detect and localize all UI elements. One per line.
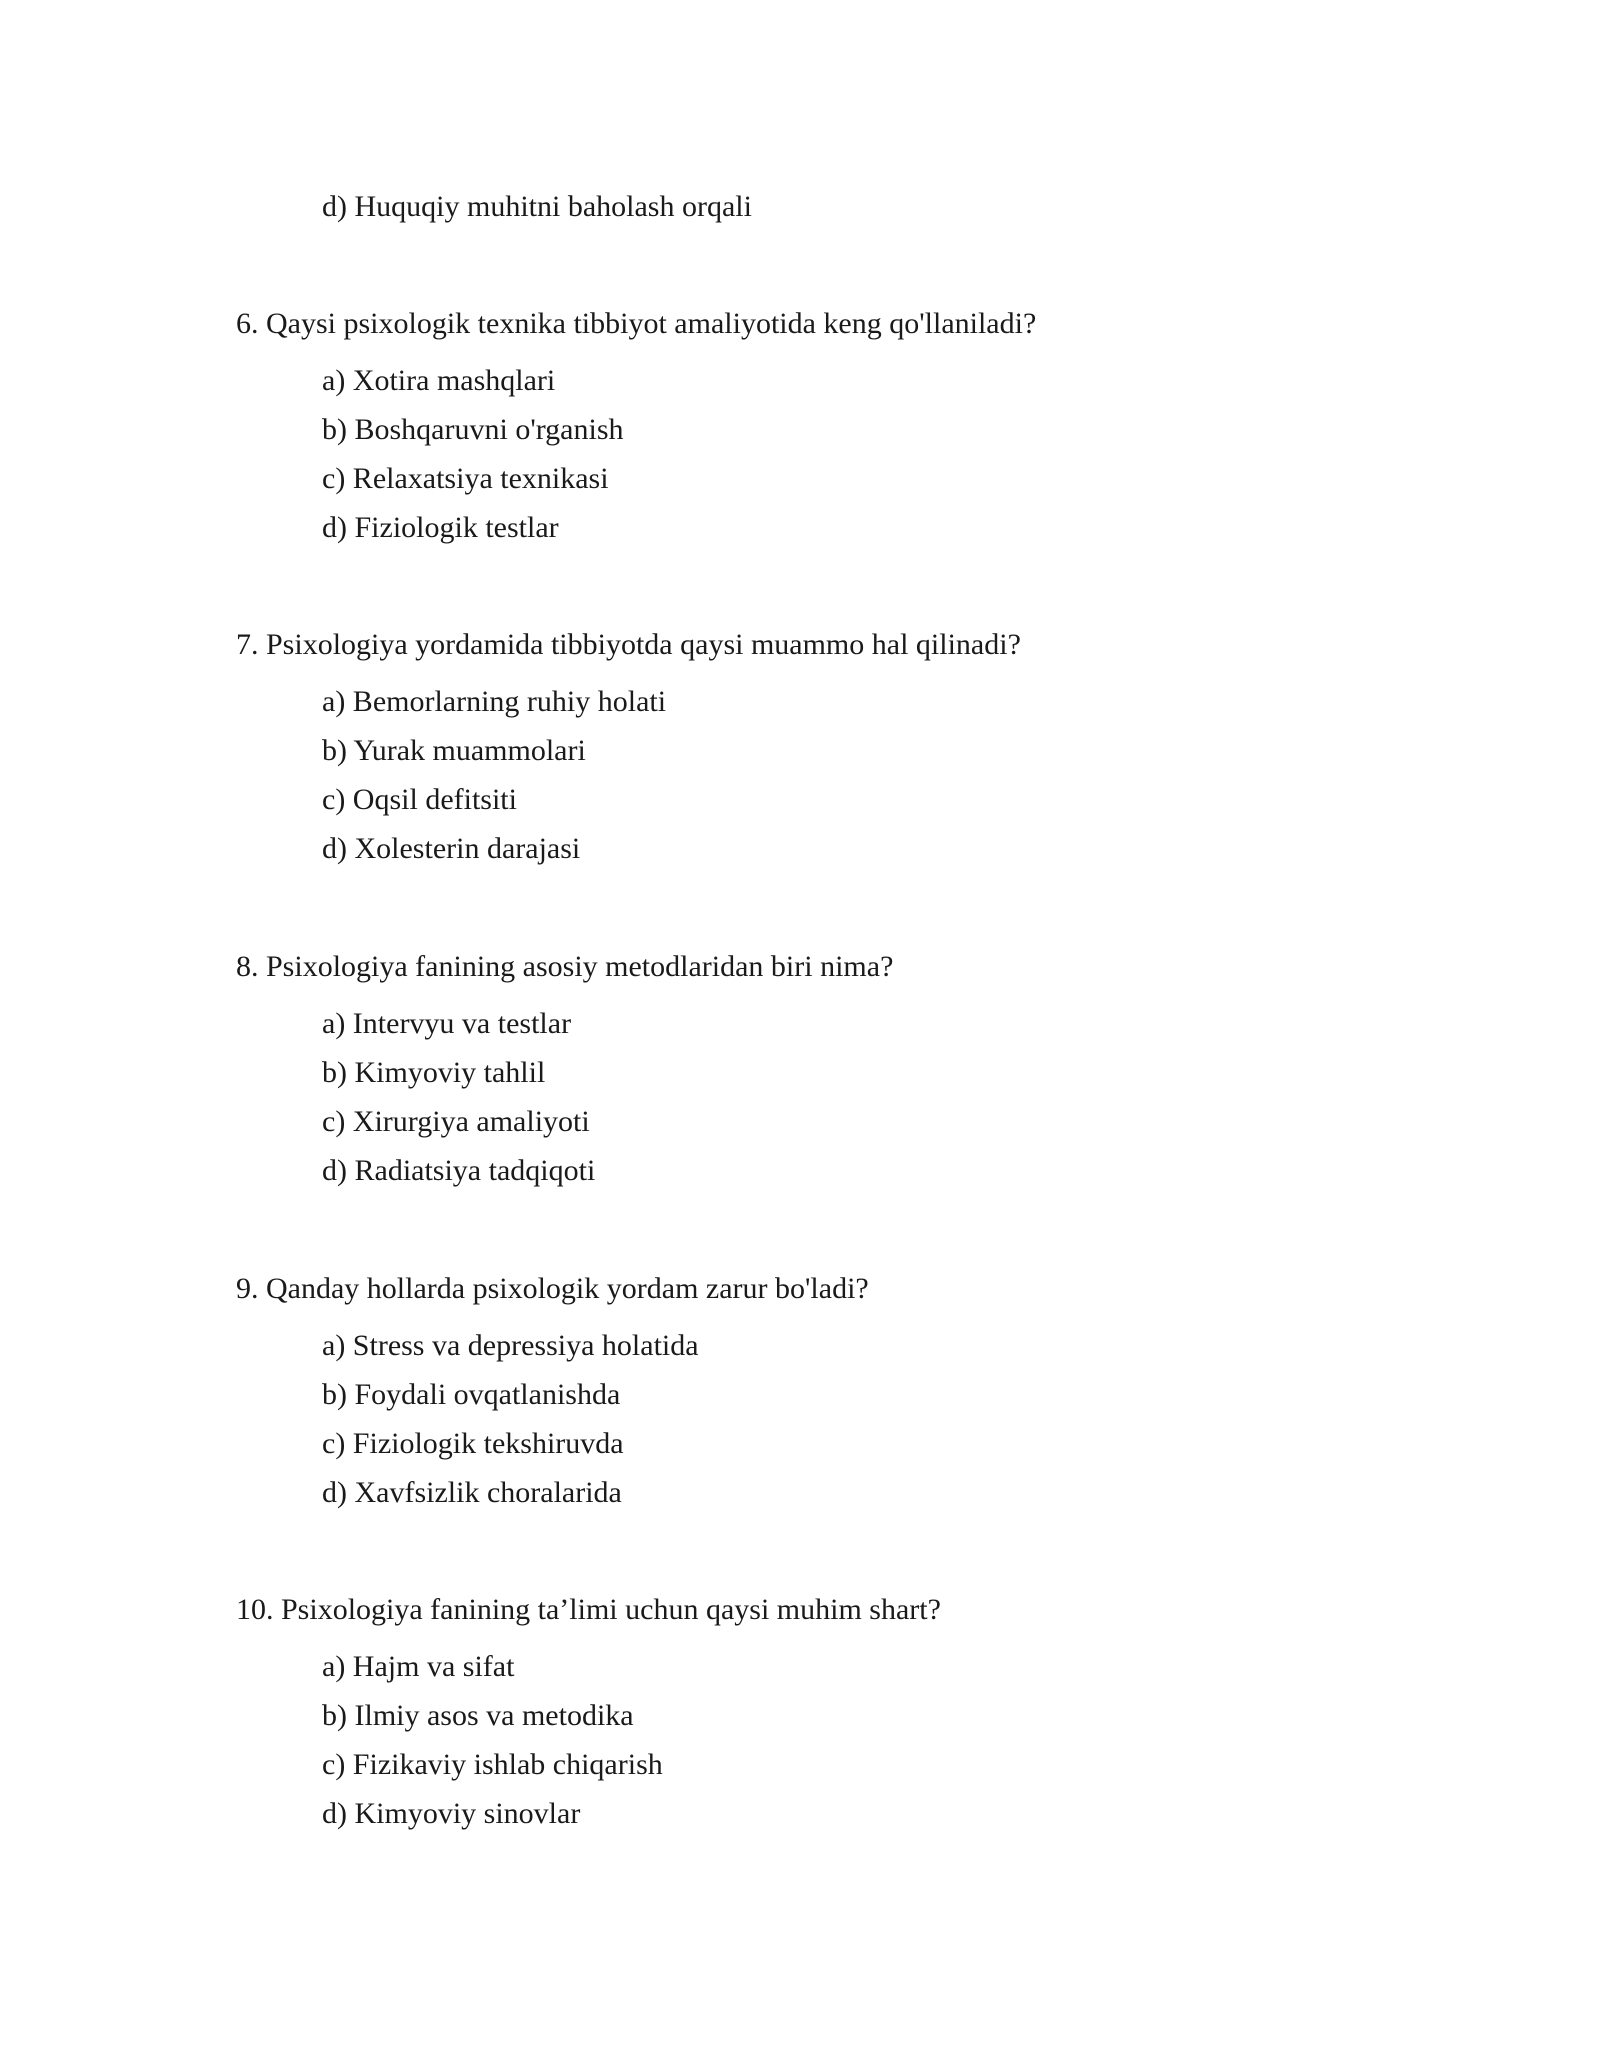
leading-option: d) Huquqiy muhitni baholash orqali	[322, 190, 752, 223]
q7-option-b: b) Yurak muammolari	[322, 734, 586, 767]
q8-option-b: b) Kimyoviy tahlil	[322, 1056, 546, 1089]
q10-option-b: b) Ilmiy asos va metodika	[322, 1699, 634, 1732]
q10-option-d: d) Kimyoviy sinovlar	[322, 1797, 581, 1830]
question-10: 10. Psixologiya fanining ta’limi uchun qaysi muhim shart?	[236, 1593, 941, 1626]
q8-option-d: d) Radiatsiya tadqiqoti	[322, 1154, 596, 1187]
q9-option-d: d) Xavfsizlik choralarida	[322, 1476, 622, 1509]
question-6: 6. Qaysi psixologik texnika tibbiyot amaliyotida keng qo'llaniladi?	[236, 307, 1037, 340]
question-7: 7. Psixologiya yordamida tibbiyotda qaysi muammo hal qilinadi?	[236, 628, 1021, 661]
q9-option-b: b) Foydali ovqatlanishda	[322, 1378, 621, 1411]
q9-option-a: a) Stress va depressiya holatida	[322, 1329, 699, 1362]
q8-option-c: c) Xirurgiya amaliyoti	[322, 1105, 590, 1138]
q6-option-b: b) Boshqaruvni o'rganish	[322, 413, 624, 446]
question-8: 8. Psixologiya fanining asosiy metodlaridan biri nima?	[236, 950, 894, 983]
q7-option-a: a) Bemorlarning ruhiy holati	[322, 685, 667, 718]
q6-option-c: c) Relaxatsiya texnikasi	[322, 462, 609, 495]
q9-option-c: c) Fiziologik tekshiruvda	[322, 1427, 624, 1460]
q7-option-d: d) Xolesterin darajasi	[322, 832, 581, 865]
q10-option-a: a) Hajm va sifat	[322, 1650, 515, 1683]
q10-option-c: c) Fizikaviy ishlab chiqarish	[322, 1748, 663, 1781]
q7-option-c: c) Oqsil defitsiti	[322, 783, 517, 816]
question-9: 9. Qanday hollarda psixologik yordam zarur bo'ladi?	[236, 1272, 869, 1305]
q8-option-a: a) Intervyu va testlar	[322, 1007, 572, 1040]
q6-option-d: d) Fiziologik testlar	[322, 511, 559, 544]
q6-option-a: a) Xotira mashqlari	[322, 364, 556, 397]
